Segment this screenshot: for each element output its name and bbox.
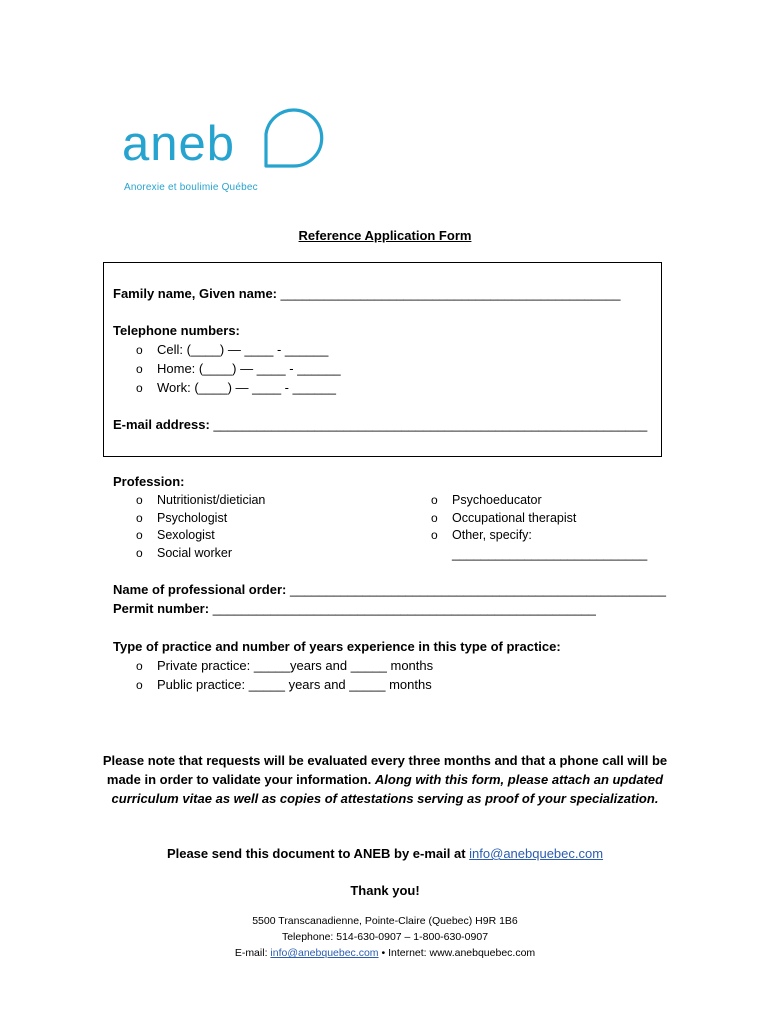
email-label: E-mail address: [113,417,210,432]
bullet-icon: o [136,362,143,376]
bullet-icon: o [136,381,143,395]
phone-row-cell [157,341,328,359]
profession-option[interactable]: Social worker [157,546,233,560]
private-months-field[interactable]: _____ [350,658,387,673]
telephone-label: Telephone numbers: [113,323,240,338]
phone-work-field[interactable]: (____) — ____ - ______ [194,380,336,395]
years-word: years and [289,658,348,673]
profession-option[interactable]: Occupational therapist [452,511,577,525]
family-name-row [113,285,620,303]
logo-wordmark: aneb [122,117,236,171]
footer-email-link[interactable]: info@anebquebec.com [270,947,379,959]
months-word: months [389,677,432,692]
note-italic-text: Along with this form, please attach an updated curriculum vitae as well as copies of attestations serving as proof of your specialization. [111,772,664,806]
other-specify-field[interactable]: ___________________________ [452,546,648,561]
public-years-field[interactable]: _____ [248,677,285,692]
footer-email-label: E-mail: [234,947,268,959]
bullet-icon: o [136,546,143,560]
send-email-link[interactable]: info@anebquebec.com [469,846,604,861]
email-row [113,416,647,434]
aneb-logo [122,104,342,196]
evaluation-note [100,751,670,808]
logo-tagline: Anorexie et boulimie Québec [124,182,258,193]
practice-public-row [157,676,432,694]
thank-you: Thank you! [350,883,420,898]
form-title: Reference Application Form [298,228,472,243]
phone-row-home [157,360,341,378]
phone-label: Work: [157,380,191,395]
footer-address: 5500 Transcanadienne, Pointe-Claire (Quebec) H9R 1B6 [252,915,518,927]
bullet-icon: o [136,493,143,507]
private-years-field[interactable]: _____ [253,658,290,673]
months-word: months [390,658,434,673]
practice-type-label: Private practice: [157,658,251,673]
bullet-icon: o [431,528,438,542]
permit-label: Permit number: [113,601,210,616]
bullet-icon: o [136,659,143,673]
bullet-icon: o [136,343,143,357]
bullet-icon: o [136,528,143,542]
order-field[interactable]: ____________________________________________________ [290,582,666,597]
send-text: Please send this document to ANEB by e-mail at [166,846,466,861]
phone-home-field[interactable]: (____) — ____ - ______ [198,361,341,376]
permit-field[interactable]: _____________________________________________________ [212,601,596,616]
note-bold-text: Please note that requests will be evaluated every three months and that a phone call will be made in order to validate your information. [102,753,668,787]
email-field[interactable]: ____________________________________________________________ [213,417,648,432]
bullet-icon: o [431,511,438,525]
footer-internet: • Internet: www.anebquebec.com [381,947,536,959]
bullet-icon: o [136,678,143,692]
phone-label: Cell: [157,342,184,357]
public-months-field[interactable]: _____ [349,677,386,692]
footer-contact [0,946,770,960]
phone-row-work [157,379,336,397]
profession-option[interactable]: Other, specify: [452,528,532,542]
family-name-field[interactable]: _______________________________________________ [280,286,621,301]
order-row [113,581,666,599]
profession-option[interactable]: Nutritionist/dietician [157,493,266,507]
profession-label: Profession: [113,474,185,489]
bullet-icon: o [431,493,438,507]
profession-option[interactable]: Sexologist [157,528,215,542]
practice-private-row [157,657,433,675]
logo-d-shape-icon [262,104,328,170]
profession-option[interactable]: Psychologist [157,511,228,525]
practice-label: Type of practice and number of years experience in this type of practice: [113,639,561,654]
phone-cell-field[interactable]: (____) — ____ - ______ [186,342,329,357]
years-word: years and [288,677,346,692]
send-instruction [0,846,770,861]
bullet-icon: o [136,511,143,525]
phone-label: Home: [157,361,196,376]
permit-row [113,600,596,618]
family-name-label: Family name, Given name: [113,286,278,301]
profession-option[interactable]: Psychoeducator [452,493,542,507]
practice-type-label: Public practice: [157,677,246,692]
order-label: Name of professional order: [113,582,287,597]
footer-telephone: Telephone: 514-630-0907 – 1-800-630-0907 [281,931,489,943]
